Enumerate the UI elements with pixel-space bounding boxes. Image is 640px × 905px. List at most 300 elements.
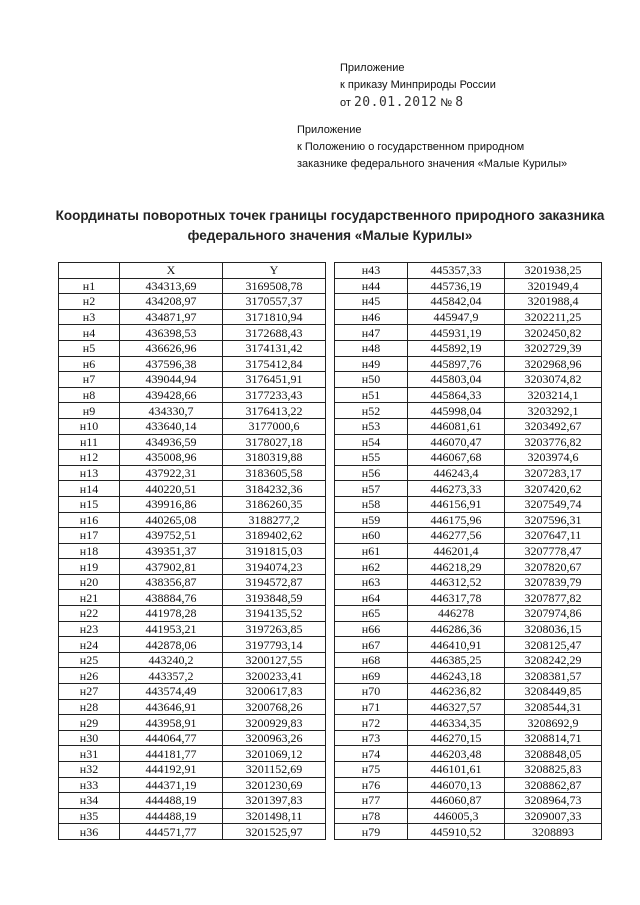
y-coordinate-cell: 3194135,52 xyxy=(223,606,326,622)
number-sign: № xyxy=(440,97,453,109)
point-id-cell: н62 xyxy=(335,559,408,575)
point-id-cell: н24 xyxy=(59,637,120,653)
point-id-cell: н14 xyxy=(59,481,120,497)
x-coordinate-cell: 446203,48 xyxy=(408,746,505,762)
y-coordinate-cell: 3194572,87 xyxy=(223,574,326,590)
table-row xyxy=(335,418,602,434)
x-coordinate-cell: 446312,52 xyxy=(408,574,505,590)
x-coordinate-cell: 438884,76 xyxy=(120,590,223,606)
point-id-cell: н67 xyxy=(335,637,408,653)
x-coordinate-cell: 444488,19 xyxy=(120,793,223,809)
y-coordinate-cell: 3197793,14 xyxy=(223,637,326,653)
x-coordinate-cell: 446317,78 xyxy=(408,590,505,606)
x-coordinate-cell: 446277,56 xyxy=(408,528,505,544)
table-row xyxy=(335,777,602,793)
x-coordinate-cell: 436626,96 xyxy=(120,340,223,356)
appendix-order-header xyxy=(340,60,496,112)
x-coordinate-cell: 446175,96 xyxy=(408,512,505,528)
y-coordinate-cell: 3207549,74 xyxy=(505,496,602,512)
point-id-cell: н44 xyxy=(335,278,408,294)
y-coordinate-cell: 3202729,39 xyxy=(505,340,602,356)
x-coordinate-cell: 445736,19 xyxy=(408,278,505,294)
x-coordinate-cell: 446005,3 xyxy=(408,808,505,824)
x-coordinate-cell: 446070,13 xyxy=(408,777,505,793)
point-id-cell: н43 xyxy=(335,263,408,279)
y-coordinate-cell: 3207778,47 xyxy=(505,543,602,559)
table-row xyxy=(59,793,326,809)
y-coordinate-cell: 3178027,18 xyxy=(223,434,326,450)
table-row xyxy=(335,278,602,294)
point-id-cell: н1 xyxy=(59,278,120,294)
order-date: 20.01.2012 xyxy=(353,95,438,110)
document-title xyxy=(40,206,620,246)
table-row xyxy=(335,606,602,622)
y-coordinate-cell: 3208449,85 xyxy=(505,684,602,700)
point-id-cell: н8 xyxy=(59,387,120,403)
x-coordinate-cell: 443240,2 xyxy=(120,652,223,668)
point-id-cell: н30 xyxy=(59,730,120,746)
y-coordinate-cell: 3207596,31 xyxy=(505,512,602,528)
table-row xyxy=(335,684,602,700)
y-coordinate-cell: 3170557,37 xyxy=(223,294,326,310)
y-coordinate-cell: 3200617,83 xyxy=(223,684,326,700)
x-coordinate-cell: 436398,53 xyxy=(120,325,223,341)
point-id-cell: н7 xyxy=(59,372,120,388)
table-row xyxy=(335,356,602,372)
y-coordinate-cell: 3201498,11 xyxy=(223,808,326,824)
y-coordinate-cell: 3194074,23 xyxy=(223,559,326,575)
y-coordinate-cell: 3200929,83 xyxy=(223,715,326,731)
point-id-cell: н61 xyxy=(335,543,408,559)
point-id-cell: н48 xyxy=(335,340,408,356)
y-coordinate-cell: 3191815,03 xyxy=(223,543,326,559)
x-coordinate-cell: 446273,33 xyxy=(408,481,505,497)
reserve-name: заказнике федерального значения «Малые Курилы» xyxy=(297,158,568,170)
table-row xyxy=(335,621,602,637)
x-coordinate-cell: 434330,7 xyxy=(120,403,223,419)
table-row xyxy=(335,543,602,559)
table-row xyxy=(335,450,602,466)
x-coordinate-cell: 446270,15 xyxy=(408,730,505,746)
x-coordinate-cell: 446218,29 xyxy=(408,559,505,575)
x-coordinate-cell: 446060,87 xyxy=(408,793,505,809)
point-id-cell: н27 xyxy=(59,684,120,700)
y-coordinate-cell: 3201152,69 xyxy=(223,762,326,778)
table-row xyxy=(335,528,602,544)
y-coordinate-cell: 3208125,47 xyxy=(505,637,602,653)
table-row xyxy=(335,793,602,809)
y-coordinate-cell: 3202211,25 xyxy=(505,309,602,325)
x-coordinate-cell: 446243,18 xyxy=(408,668,505,684)
table-row xyxy=(59,746,326,762)
x-coordinate-cell: 434208,97 xyxy=(120,294,223,310)
table-row xyxy=(59,824,326,840)
x-coordinate-cell: 437902,81 xyxy=(120,559,223,575)
x-coordinate-cell: 439916,86 xyxy=(120,496,223,512)
x-coordinate-cell: 445931,19 xyxy=(408,325,505,341)
table-row xyxy=(335,294,602,310)
point-id-cell: н25 xyxy=(59,652,120,668)
point-id-cell: н66 xyxy=(335,621,408,637)
point-id-cell: н18 xyxy=(59,543,120,559)
x-coordinate-cell: 434936,59 xyxy=(120,434,223,450)
table-row xyxy=(59,325,326,341)
header-x: X xyxy=(120,263,223,279)
x-coordinate-cell: 444192,91 xyxy=(120,762,223,778)
point-id-cell: н20 xyxy=(59,574,120,590)
y-coordinate-cell: 3184232,36 xyxy=(223,481,326,497)
point-id-cell: н57 xyxy=(335,481,408,497)
table-row xyxy=(59,684,326,700)
point-id-cell: н23 xyxy=(59,621,120,637)
table-row xyxy=(335,746,602,762)
point-id-cell: н51 xyxy=(335,387,408,403)
point-id-cell: н53 xyxy=(335,418,408,434)
x-coordinate-cell: 439752,51 xyxy=(120,528,223,544)
table-row xyxy=(59,808,326,824)
table-row xyxy=(335,715,602,731)
order-reference: к приказу Минприроды России xyxy=(340,79,496,91)
x-coordinate-cell: 444181,77 xyxy=(120,746,223,762)
point-id-cell: н36 xyxy=(59,824,120,840)
x-coordinate-cell: 445892,19 xyxy=(408,340,505,356)
point-id-cell: н35 xyxy=(59,808,120,824)
table-row xyxy=(59,668,326,684)
point-id-cell: н68 xyxy=(335,652,408,668)
x-coordinate-cell: 445910,52 xyxy=(408,824,505,840)
table-row xyxy=(335,574,602,590)
x-coordinate-cell: 439044,94 xyxy=(120,372,223,388)
y-coordinate-cell: 3188277,2 xyxy=(223,512,326,528)
y-coordinate-cell: 3202968,96 xyxy=(505,356,602,372)
y-coordinate-cell: 3208862,87 xyxy=(505,777,602,793)
table-row xyxy=(59,465,326,481)
x-coordinate-cell: 446156,91 xyxy=(408,496,505,512)
y-coordinate-cell: 3175412,84 xyxy=(223,356,326,372)
point-id-cell: н19 xyxy=(59,559,120,575)
x-coordinate-cell: 445842,04 xyxy=(408,294,505,310)
table-row xyxy=(59,278,326,294)
table-row xyxy=(59,590,326,606)
table-row xyxy=(59,730,326,746)
table-row xyxy=(59,606,326,622)
regulation-reference: к Положению о государственном природном xyxy=(297,141,525,153)
y-coordinate-cell: 3201949,4 xyxy=(505,278,602,294)
point-id-cell: н59 xyxy=(335,512,408,528)
y-coordinate-cell: 3200768,26 xyxy=(223,699,326,715)
table-row xyxy=(59,434,326,450)
table-row xyxy=(335,465,602,481)
table-row xyxy=(335,309,602,325)
point-id-cell: н55 xyxy=(335,450,408,466)
y-coordinate-cell: 3208381,57 xyxy=(505,668,602,684)
y-coordinate-cell: 3203074,82 xyxy=(505,372,602,388)
point-id-cell: н2 xyxy=(59,294,120,310)
table-row xyxy=(335,263,602,279)
table-row xyxy=(59,762,326,778)
appendix-regulation-header xyxy=(297,122,567,173)
point-id-cell: н76 xyxy=(335,777,408,793)
x-coordinate-cell: 445947,9 xyxy=(408,309,505,325)
y-coordinate-cell: 3208036,15 xyxy=(505,621,602,637)
y-coordinate-cell: 3208544,31 xyxy=(505,699,602,715)
table-row xyxy=(335,762,602,778)
x-coordinate-cell: 446334,35 xyxy=(408,715,505,731)
x-coordinate-cell: 444371,19 xyxy=(120,777,223,793)
point-id-cell: н56 xyxy=(335,465,408,481)
x-coordinate-cell: 439428,66 xyxy=(120,387,223,403)
x-coordinate-cell: 437922,31 xyxy=(120,465,223,481)
point-id-cell: н32 xyxy=(59,762,120,778)
point-id-cell: н58 xyxy=(335,496,408,512)
table-row xyxy=(59,543,326,559)
x-coordinate-cell: 443357,2 xyxy=(120,668,223,684)
x-coordinate-cell: 434313,69 xyxy=(120,278,223,294)
x-coordinate-cell: 446201,4 xyxy=(408,543,505,559)
date-prefix: от xyxy=(340,97,351,109)
table-row xyxy=(59,309,326,325)
table-row xyxy=(59,528,326,544)
table-row xyxy=(335,434,602,450)
table-header-row xyxy=(59,263,326,279)
header-y: Y xyxy=(223,263,326,279)
y-coordinate-cell: 3207283,17 xyxy=(505,465,602,481)
x-coordinate-cell: 446236,82 xyxy=(408,684,505,700)
x-coordinate-cell: 446286,36 xyxy=(408,621,505,637)
point-id-cell: н22 xyxy=(59,606,120,622)
point-id-cell: н49 xyxy=(335,356,408,372)
x-coordinate-cell: 446081,61 xyxy=(408,418,505,434)
point-id-cell: н65 xyxy=(335,606,408,622)
x-coordinate-cell: 443574,49 xyxy=(120,684,223,700)
point-id-cell: н9 xyxy=(59,403,120,419)
y-coordinate-cell: 3172688,43 xyxy=(223,325,326,341)
x-coordinate-cell: 446243,4 xyxy=(408,465,505,481)
y-coordinate-cell: 3207420,62 xyxy=(505,481,602,497)
point-id-cell: н60 xyxy=(335,528,408,544)
point-id-cell: н29 xyxy=(59,715,120,731)
y-coordinate-cell: 3208848,05 xyxy=(505,746,602,762)
point-id-cell: н70 xyxy=(335,684,408,700)
table-row xyxy=(59,699,326,715)
y-coordinate-cell: 3209007,33 xyxy=(505,808,602,824)
table-row xyxy=(59,652,326,668)
x-coordinate-cell: 443646,91 xyxy=(120,699,223,715)
y-coordinate-cell: 3186260,35 xyxy=(223,496,326,512)
point-id-cell: н50 xyxy=(335,372,408,388)
point-id-cell: н28 xyxy=(59,699,120,715)
point-id-cell: н3 xyxy=(59,309,120,325)
x-coordinate-cell: 446070,47 xyxy=(408,434,505,450)
table-row xyxy=(335,652,602,668)
table-row xyxy=(59,387,326,403)
point-id-cell: н77 xyxy=(335,793,408,809)
point-id-cell: н5 xyxy=(59,340,120,356)
x-coordinate-cell: 434871,97 xyxy=(120,309,223,325)
table-row xyxy=(335,699,602,715)
point-id-cell: н73 xyxy=(335,730,408,746)
table-row xyxy=(59,418,326,434)
x-coordinate-cell: 442878,06 xyxy=(120,637,223,653)
point-id-cell: н11 xyxy=(59,434,120,450)
y-coordinate-cell: 3189402,62 xyxy=(223,528,326,544)
point-id-cell: н52 xyxy=(335,403,408,419)
y-coordinate-cell: 3208825,83 xyxy=(505,762,602,778)
y-coordinate-cell: 3171810,94 xyxy=(223,309,326,325)
point-id-cell: н47 xyxy=(335,325,408,341)
y-coordinate-cell: 3174131,42 xyxy=(223,340,326,356)
point-id-cell: н75 xyxy=(335,762,408,778)
point-id-cell: н33 xyxy=(59,777,120,793)
table-row xyxy=(59,340,326,356)
x-coordinate-cell: 443958,91 xyxy=(120,715,223,731)
point-id-cell: н78 xyxy=(335,808,408,824)
x-coordinate-cell: 441978,28 xyxy=(120,606,223,622)
y-coordinate-cell: 3207839,79 xyxy=(505,574,602,590)
table-row xyxy=(59,496,326,512)
table-row xyxy=(335,340,602,356)
y-coordinate-cell: 3200127,55 xyxy=(223,652,326,668)
y-coordinate-cell: 3207647,11 xyxy=(505,528,602,544)
x-coordinate-cell: 445357,33 xyxy=(408,263,505,279)
table-row xyxy=(59,403,326,419)
table-row xyxy=(335,481,602,497)
point-id-cell: н4 xyxy=(59,325,120,341)
header-point-cell xyxy=(59,263,120,279)
y-coordinate-cell: 3203492,67 xyxy=(505,418,602,434)
y-coordinate-cell: 3208692,9 xyxy=(505,715,602,731)
x-coordinate-cell: 435008,96 xyxy=(120,450,223,466)
table-row xyxy=(335,590,602,606)
x-coordinate-cell: 445897,76 xyxy=(408,356,505,372)
table-row xyxy=(335,325,602,341)
y-coordinate-cell: 3200233,41 xyxy=(223,668,326,684)
x-coordinate-cell: 444571,77 xyxy=(120,824,223,840)
y-coordinate-cell: 3176451,91 xyxy=(223,372,326,388)
y-coordinate-cell: 3208814,71 xyxy=(505,730,602,746)
table-row xyxy=(59,356,326,372)
x-coordinate-cell: 445864,33 xyxy=(408,387,505,403)
y-coordinate-cell: 3201069,12 xyxy=(223,746,326,762)
y-coordinate-cell: 3201397,83 xyxy=(223,793,326,809)
table-row xyxy=(59,777,326,793)
y-coordinate-cell: 3197263,85 xyxy=(223,621,326,637)
table-row xyxy=(59,715,326,731)
table-row xyxy=(335,512,602,528)
y-coordinate-cell: 3208242,29 xyxy=(505,652,602,668)
y-coordinate-cell: 3201525,97 xyxy=(223,824,326,840)
table-row xyxy=(59,574,326,590)
point-id-cell: н12 xyxy=(59,450,120,466)
table-row xyxy=(335,637,602,653)
table-row xyxy=(59,372,326,388)
appendix-label: Приложение xyxy=(340,62,405,74)
y-coordinate-cell: 3207820,67 xyxy=(505,559,602,575)
point-id-cell: н72 xyxy=(335,715,408,731)
x-coordinate-cell: 444064,77 xyxy=(120,730,223,746)
point-id-cell: н54 xyxy=(335,434,408,450)
y-coordinate-cell: 3207877,82 xyxy=(505,590,602,606)
table-row xyxy=(335,559,602,575)
table-row xyxy=(59,621,326,637)
x-coordinate-cell: 445998,04 xyxy=(408,403,505,419)
y-coordinate-cell: 3202450,82 xyxy=(505,325,602,341)
point-id-cell: н31 xyxy=(59,746,120,762)
y-coordinate-cell: 3177233,43 xyxy=(223,387,326,403)
table-row xyxy=(59,450,326,466)
x-coordinate-cell: 446327,57 xyxy=(408,699,505,715)
point-id-cell: н79 xyxy=(335,824,408,840)
x-coordinate-cell: 446278 xyxy=(408,606,505,622)
y-coordinate-cell: 3183605,58 xyxy=(223,465,326,481)
appendix-label-2: Приложение xyxy=(297,124,362,136)
x-coordinate-cell: 446101,61 xyxy=(408,762,505,778)
y-coordinate-cell: 3201230,69 xyxy=(223,777,326,793)
y-coordinate-cell: 3201988,4 xyxy=(505,294,602,310)
table-row xyxy=(335,387,602,403)
y-coordinate-cell: 3207974,86 xyxy=(505,606,602,622)
table-row xyxy=(335,730,602,746)
y-coordinate-cell: 3193848,59 xyxy=(223,590,326,606)
y-coordinate-cell: 3180319,88 xyxy=(223,450,326,466)
point-id-cell: н71 xyxy=(335,699,408,715)
x-coordinate-cell: 440220,51 xyxy=(120,481,223,497)
x-coordinate-cell: 438356,87 xyxy=(120,574,223,590)
point-id-cell: н69 xyxy=(335,668,408,684)
point-id-cell: н74 xyxy=(335,746,408,762)
point-id-cell: н10 xyxy=(59,418,120,434)
table-row xyxy=(59,294,326,310)
point-id-cell: н34 xyxy=(59,793,120,809)
order-number: 8 xyxy=(455,95,464,110)
table-row xyxy=(59,512,326,528)
table-row xyxy=(335,808,602,824)
y-coordinate-cell: 3200963,26 xyxy=(223,730,326,746)
y-coordinate-cell: 3176413,22 xyxy=(223,403,326,419)
x-coordinate-cell: 437596,38 xyxy=(120,356,223,372)
table-row xyxy=(59,559,326,575)
table-row xyxy=(335,496,602,512)
table-row xyxy=(335,824,602,840)
y-coordinate-cell: 3208893 xyxy=(505,824,602,840)
point-id-cell: н6 xyxy=(59,356,120,372)
order-date-line xyxy=(340,94,496,112)
title-line-2: федерального значения «Малые Курилы» xyxy=(187,228,473,243)
x-coordinate-cell: 446067,68 xyxy=(408,450,505,466)
point-id-cell: н46 xyxy=(335,309,408,325)
table-row xyxy=(59,481,326,497)
point-id-cell: н13 xyxy=(59,465,120,481)
point-id-cell: н15 xyxy=(59,496,120,512)
coordinates-table-right xyxy=(334,262,602,840)
y-coordinate-cell: 3203776,82 xyxy=(505,434,602,450)
x-coordinate-cell: 441953,21 xyxy=(120,621,223,637)
y-coordinate-cell: 3169508,78 xyxy=(223,278,326,294)
x-coordinate-cell: 440265,08 xyxy=(120,512,223,528)
point-id-cell: н21 xyxy=(59,590,120,606)
x-coordinate-cell: 439351,37 xyxy=(120,543,223,559)
table-row xyxy=(59,637,326,653)
y-coordinate-cell: 3203292,1 xyxy=(505,403,602,419)
x-coordinate-cell: 446385,25 xyxy=(408,652,505,668)
point-id-cell: н64 xyxy=(335,590,408,606)
table-row xyxy=(335,372,602,388)
x-coordinate-cell: 433640,14 xyxy=(120,418,223,434)
point-id-cell: н16 xyxy=(59,512,120,528)
x-coordinate-cell: 446410,91 xyxy=(408,637,505,653)
y-coordinate-cell: 3203974,6 xyxy=(505,450,602,466)
point-id-cell: н26 xyxy=(59,668,120,684)
